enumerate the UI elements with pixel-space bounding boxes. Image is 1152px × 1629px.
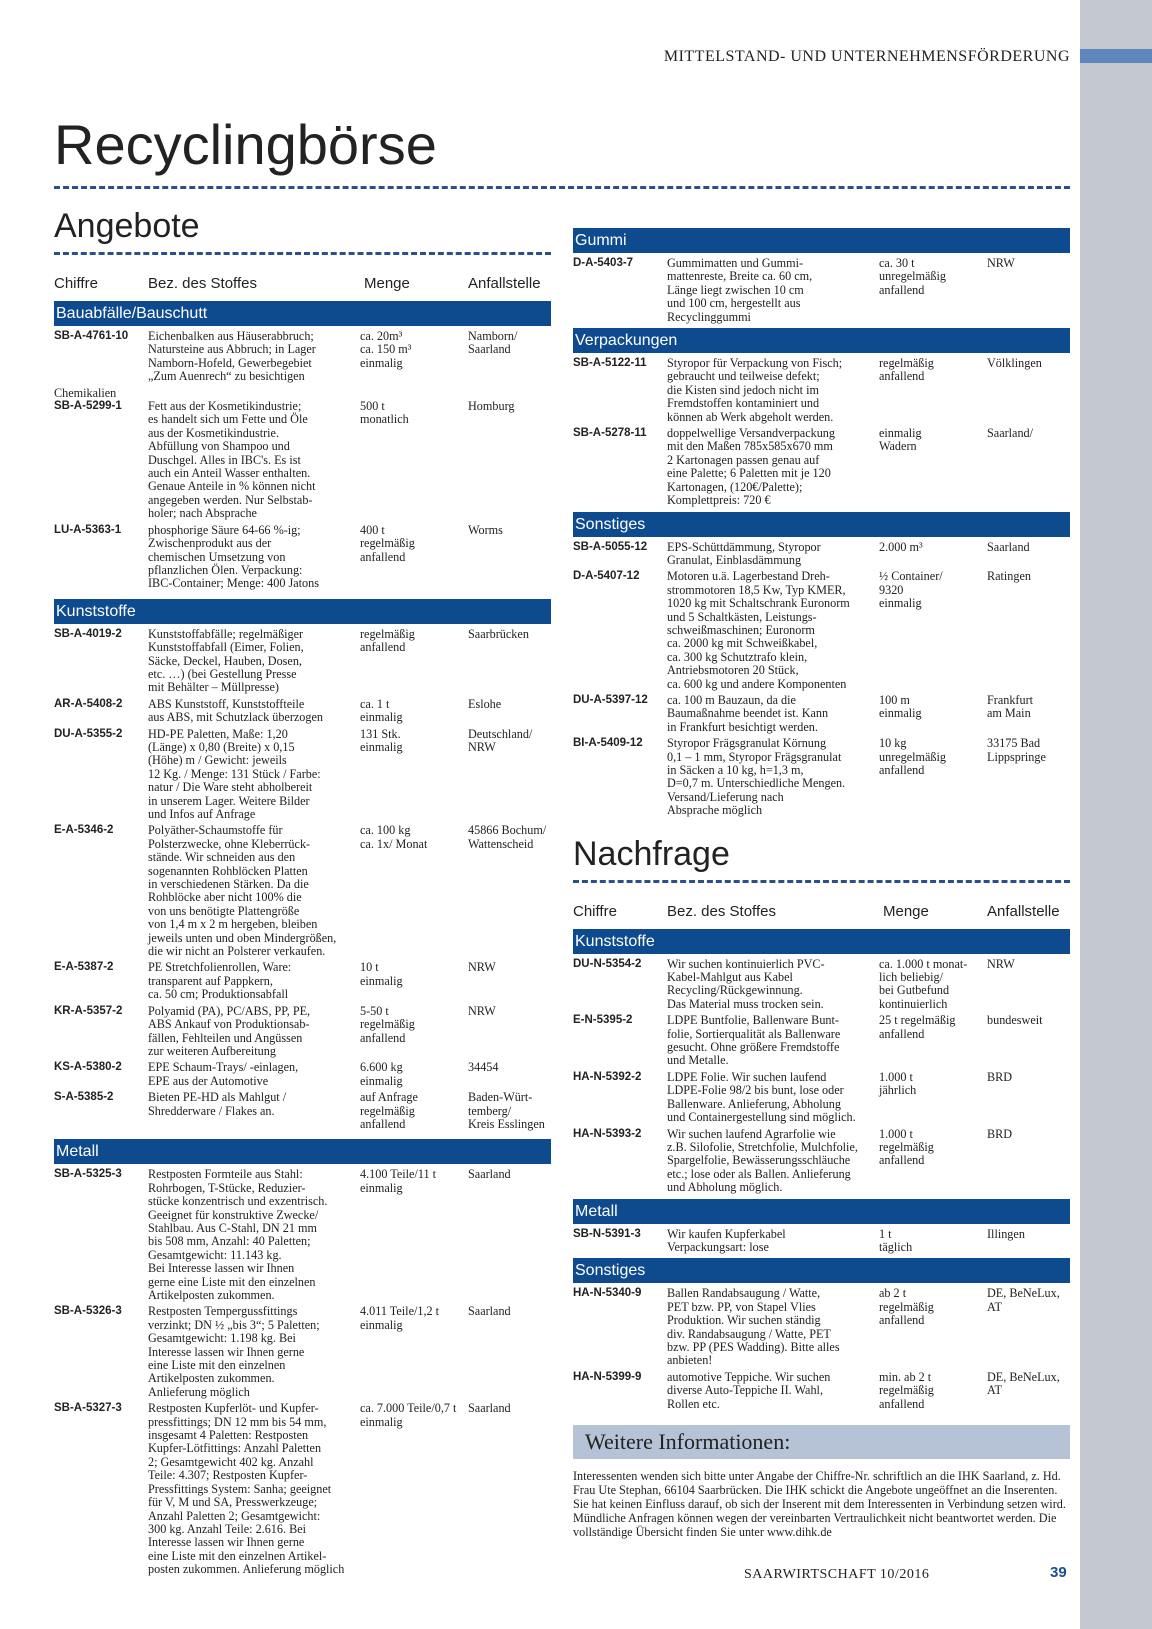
menge-cell: 10 kg unregelmäßig anfallend	[879, 736, 947, 777]
stoff-cell: Wir kaufen Kupferkabel Verpackungsart: lose	[667, 1226, 786, 1254]
chiffre-cell: SB-A-5327-3	[54, 1402, 122, 1415]
chiffre-cell: SB-A-5122-11	[573, 357, 647, 370]
table-row	[54, 1091, 551, 1131]
stoff-cell: LDPE Buntfolie, Ballenware Bunt- folie, Sortierqualität als Ballenware gesucht. Ohne größere Fremdstoffe und Metalle.	[667, 1013, 841, 1068]
header-anfall: Anfallstelle	[987, 902, 1060, 920]
category-bar-metall: Metall	[54, 1139, 551, 1164]
chiffre-cell: E-N-5395-2	[573, 1014, 633, 1027]
subcategory-label: Chemikalien	[54, 385, 117, 400]
page-number: 39	[1050, 1564, 1067, 1581]
header-stoff: Bez. des Stoffes	[148, 275, 257, 292]
anfall-cell: NRW	[987, 956, 1015, 971]
chiffre-cell: D-A-5403-7	[573, 257, 634, 269]
angebote-heading: Angebote	[54, 207, 200, 245]
stoff-cell: automotive Teppiche. Wir suchen diverse Auto-Teppiche II. Wahl, Rollen etc.	[667, 1369, 831, 1411]
anfall-cell: Baden-Würt- temberg/ Kreis Esslingen	[468, 1090, 545, 1131]
menge-cell: min. ab 2 t regelmäßig anfallend	[879, 1369, 934, 1411]
stoff-cell: PE Stretchfolienrollen, Ware: transparent auf Pappkern, ca. 50 cm; Produktionsabfall	[148, 960, 292, 1002]
chiffre-cell: SB-A-5055-12	[573, 540, 648, 553]
anfall-cell: NRW	[468, 1003, 496, 1018]
anfall-cell: Worms	[468, 522, 503, 537]
category-bar-kunststoffe: Kunststoffe	[54, 599, 551, 624]
chiffre-cell: S-A-5385-2	[54, 1091, 114, 1104]
anfall-cell: DE, BeNeLux, AT	[987, 1369, 1060, 1398]
chiffre-cell: DU-N-5354-2	[573, 957, 642, 970]
menge-cell: 5-50 t regelmäßig anfallend	[360, 1003, 415, 1045]
anfall-cell: Saarland	[468, 1401, 511, 1416]
anfall-cell: Völklingen	[987, 356, 1042, 371]
menge-cell: 10 t einmalig	[360, 960, 403, 988]
stoff-cell: doppelwellige Versandverpackung mit den Maßen 785x585x670 mm 2 Kartonagen passen genau auf eine Palette; 6 Paletten mit je 120 Kartonagen, (120€/Palette); Komplettpreis: 720 €	[667, 426, 835, 508]
header-menge: Menge	[364, 275, 410, 292]
stoff-cell: LDPE Folie. Wir suchen laufend LDPE-Folie 98/2 bis bunt, lose oder Ballenware. Anlieferung, Abholung und Containergestellung sind möglich.	[667, 1069, 856, 1125]
page-title: Recyclingbörse	[54, 113, 437, 176]
stoff-cell: Styropor Frägsgranulat Körnung 0,1 – 1 mm, Styropor Frägsgranulat in Säcken a 10 kg, h=1,3 m, D=0,7 m. Unterschiedliche Mengen. Versand/Lieferung nach Absprache möglich	[667, 736, 846, 818]
column-headers	[54, 275, 551, 297]
menge-cell: 4.100 Teile/11 t einmalig	[360, 1167, 436, 1195]
menge-cell: auf Anfrage regelmäßig anfallend	[360, 1090, 418, 1131]
category-bar-sonstiges: Sonstiges	[573, 512, 1070, 537]
anfall-cell: Saarland	[987, 539, 1030, 554]
anfall-cell: Saarland	[468, 1167, 511, 1182]
stoff-cell: Restposten Tempergussfittings verzinkt; DN ½ „bis 3“; 5 Paletten; Gesamtgewicht: 1.198 kg. Bei Interesse lassen wir Ihnen gerne eine Liste mit den einzelnen Artikelposten zukommen. Anlieferung möglich	[148, 1304, 320, 1399]
table-row	[573, 357, 1070, 424]
header-stoff: Bez. des Stoffes	[667, 902, 776, 920]
stoff-cell: Fett aus der Kosmetikindustrie; es handelt sich um Fette und Öle aus der Kosmetikindustrie. Abfüllung von Shampoo und Duschgel. Alles in IBC's. Es ist auch ein Anteil Wasser enthalten. Genaue Anteile in % können nicht angegeben werden. Nur Selbstab- holer; nach Absprache	[148, 399, 316, 521]
header-menge: Menge	[883, 902, 929, 920]
menge-cell: 2.000 m³	[879, 539, 923, 554]
table-row	[573, 694, 1070, 734]
table-row	[573, 1287, 1070, 1367]
table-row	[54, 1305, 551, 1399]
table-row	[573, 1071, 1070, 1125]
menge-cell: 131 Stk. einmalig	[360, 726, 403, 754]
header-anfall: Anfallstelle	[468, 275, 541, 292]
stoff-cell: Wir suchen laufend Agrarfolie wie z.B. Silofolie, Stretchfolie, Mulchfolie, Spargelfolie, Bewässerungsschläuche etc.; lose oder als Ballen. Anlieferung und Abholung möglich.	[667, 1126, 858, 1195]
table-row	[54, 1402, 551, 1576]
anfall-cell: Homburg	[468, 399, 515, 414]
chiffre-cell: SB-A-5278-11	[573, 427, 647, 440]
menge-cell: 1 t täglich	[879, 1226, 913, 1254]
table-row	[54, 1168, 551, 1302]
menge-cell: 6.600 kg einmalig	[360, 1060, 403, 1088]
title-divider	[54, 186, 1070, 189]
table-row	[573, 737, 1070, 817]
anfall-cell: Saarland	[468, 1304, 511, 1319]
table-row	[573, 1228, 1070, 1255]
chiffre-cell: D-A-5407-12	[573, 570, 640, 583]
stoff-cell: Bieten PE-HD als Mahlgut / Shredderware / Flakes an.	[148, 1090, 287, 1118]
anfall-cell: NRW	[468, 960, 496, 975]
nachfrage-heading: Nachfrage	[573, 834, 730, 873]
category-bar-bauabfaelle: Bauabfälle/Bauschutt	[54, 301, 551, 326]
menge-cell: 100 m einmalig	[879, 692, 922, 721]
table-row	[54, 1061, 551, 1088]
chiffre-cell: HA-N-5393-2	[573, 1127, 642, 1140]
stoff-cell: Motoren u.ä. Lagerbestand Dreh- strommotoren 18,5 Kw, Typ KMER, 1020 kg mit Schaltschrank Euronorm und 5 Schaltkästen, Leistungs- schweißmaschinen; Euronorm ca. 2000 kg mit Schweißkabel, ca. 300 kg Schutztrafo klein, Antriebsmotoren 20 Stück, ca. 600 kg und andere Komponenten	[667, 569, 850, 691]
stoff-cell: HD-PE Paletten, Maße: 1,20 (Länge) x 0,80 (Breite) x 0,15 (Höhe) m / Gewicht: jeweils 12 Kg. / Menge: 131 Stück / Farbe: natur / Die Ware steht abholbereit in unserem Lager. Weitere Bilder und Infos auf Anfrage	[148, 726, 321, 821]
table-row	[54, 400, 551, 521]
stoff-cell: phosphorige Säure 64-66 %-ig; Zwischenprodukt aus der chemischen Umsetzung von pflanzlichen Ölen. Verpackung: IBC-Container; Menge: 400 Jatons	[148, 522, 319, 591]
menge-cell: 25 t regelmäßig anfallend	[879, 1013, 956, 1041]
table-row	[54, 628, 551, 695]
table-row	[573, 541, 1070, 568]
chiffre-cell: SB-A-5326-3	[54, 1305, 122, 1318]
anfall-cell: Illingen	[987, 1226, 1025, 1241]
table-row	[573, 1371, 1070, 1411]
stoff-cell: Restposten Kupferlöt- und Kupfer- pressfittings; DN 12 mm bis 54 mm, insgesamt 4 Paletten: Restposten Kupfer-Lötfittings: Anzahl Paletten 2; Gesamtgewicht 402 kg. Anzahl Teile: 4.307; Restposten Kupfer- Pressfittings System: Sanha; geeignet für V, M und SA, Presswerkzeuge; Anzahl Paletten 2; Gesamtgewicht: 300 kg. Anzahl Teile: 2.616. Bei Interesse lassen wir Ihnen gerne eine Liste mit den einzelnen Artikel- posten zukommen. Anlieferung möglich	[148, 1401, 345, 1577]
left-column	[54, 204, 551, 1580]
chiffre-cell: BI-A-5409-12	[573, 737, 643, 750]
menge-cell: ab 2 t regelmäßig anfallend	[879, 1286, 934, 1328]
header-chiffre: Chiffre	[573, 902, 617, 920]
menge-cell: 500 t monatlich	[360, 399, 409, 427]
menge-cell: ca. 7.000 Teile/0,7 t einmalig	[360, 1401, 457, 1429]
anfall-cell: DE, BeNeLux, AT	[987, 1286, 1060, 1314]
category-bar-nachfrage-kunststoffe: Kunststoffe	[573, 929, 1070, 954]
anfall-cell: 34454	[468, 1060, 499, 1075]
stoff-cell: EPE Schaum-Trays/ -einlagen, EPE aus der Automotive	[148, 1060, 299, 1088]
anfall-cell: Saarland/	[987, 426, 1034, 441]
menge-cell: regelmäßig anfallend	[360, 626, 415, 655]
category-bar-verpackungen: Verpackungen	[573, 328, 1070, 353]
info-box-title: Weitere Informationen:	[573, 1425, 1070, 1459]
stoff-cell: Gummimatten und Gummi- mattenreste, Breite ca. 60 cm, Länge liegt zwischen 10 cm und 100 cm, hergestellt aus Recyclinggummi	[667, 256, 813, 324]
chiffre-cell: DU-A-5397-12	[573, 693, 648, 706]
table-row	[573, 958, 1070, 1012]
chiffre-cell: KR-A-5357-2	[54, 1004, 123, 1017]
table-row	[54, 698, 551, 725]
table-row	[54, 824, 551, 958]
table-row	[573, 427, 1070, 507]
menge-cell: einmalig Wadern	[879, 426, 922, 454]
menge-cell: 1.000 t jährlich	[879, 1069, 917, 1098]
anfall-cell: Eslohe	[468, 696, 502, 711]
stoff-cell: ABS Kunststoff, Kunststoffteile aus ABS, mit Schutzlack überzogen	[148, 696, 323, 725]
chiffre-cell: KS-A-5380-2	[54, 1061, 122, 1074]
table-row	[54, 728, 551, 822]
menge-cell: 400 t regelmäßig anfallend	[360, 522, 415, 564]
table-row	[54, 1005, 551, 1059]
table-row	[54, 524, 551, 591]
chiffre-cell: SB-A-4761-10	[54, 330, 129, 342]
stoff-cell: Polyäther-Schaumstoffe für Polsterzwecke, ohne Kleberrück- stände. Wir schneiden aus den sogenannten Rohblöcken Platten in verschiedenen Stärken. Da die Rohblöcke aber nicht 100% die von uns benötigte Plattengröße von 1,4 m x 2 m hergeben, bleiben jeweils unten und oben Mindergrößen, die wir nicht an Polsterer verkaufen.	[148, 823, 337, 959]
side-margin-bar	[1080, 0, 1152, 1629]
info-text: Interessenten wenden sich bitte unter Angabe der Chiffre-Nr. schriftlich an die IHK Saarland, z. Hd. Frau Ute Stephan, 66104 Saarbrücken. Die IHK schickt die Angebote ungeöffnet an die Inserenten. Sie hat keinen Einfluss darauf, ob sich der Inserent mit dem Interessenten in Verbindung setzen wird. Mündliche Anfragen können wegen der vereinbarten Vertraulichkeit nicht beantwortet werden. Die vollständige Übersicht finden Sie unter www.dihk.de	[573, 1469, 1066, 1539]
menge-cell: ca. 1.000 t monat- lich beliebig/ bei Gutbefund kontinuierlich	[879, 956, 968, 1011]
chiffre-cell: SB-A-5299-1	[54, 400, 122, 413]
anfall-cell: 45866 Bochum/ Wattenscheid	[468, 823, 547, 851]
menge-cell: ca. 100 kg ca. 1x/ Monat	[360, 823, 428, 851]
chiffre-cell: LU-A-5363-1	[54, 523, 122, 536]
anfall-cell: NRW	[987, 256, 1015, 270]
anfall-cell: 33175 Bad Lippspringe	[987, 736, 1046, 764]
chiffre-cell: SB-A-4019-2	[54, 627, 122, 640]
chiffre-cell: AR-A-5408-2	[54, 697, 123, 710]
stoff-cell: Eichenbalken aus Häuserabbruch; Natursteine aus Abbruch; in Lager Namborn-Hofeld, Gewerbegebiet „Zum Auenrech“ zu besichtigen	[148, 329, 316, 384]
stoff-cell: Polyamid (PA), PC/ABS, PP, PE, ABS Ankauf von Produktionsab- fällen, Fehlteilen und Angüssen zur weiteren Aufbereitung	[148, 1003, 311, 1058]
chiffre-cell: E-A-5387-2	[54, 961, 114, 974]
menge-cell: 1.000 t regelmäßig anfallend	[879, 1126, 934, 1168]
table-row	[573, 1014, 1070, 1068]
chiffre-cell: DU-A-5355-2	[54, 727, 123, 740]
stoff-cell: Ballen Randabsaugung / Watte, PET bzw. PP, von Stapel Vlies Produktion. Wir suchen ständig div. Randabsaugung / Watte, PET bzw. PP (PES Wadding). Bitte alles anbieten!	[667, 1286, 840, 1368]
running-head: MITTELSTAND- UND UNTERNEHMENSFÖRDERUNG	[663, 48, 1070, 65]
stoff-cell: ca. 100 m Bauzaun, da die Baumaßnahme beendet ist. Kann in Frankfurt besichtigt werden.	[667, 692, 829, 734]
table-row	[573, 570, 1070, 691]
menge-cell: ca. 1 t einmalig	[360, 696, 403, 725]
chiffre-cell: E-A-5346-2	[54, 824, 114, 837]
category-bar-nachfrage-sonstiges: Sonstiges	[573, 1258, 1070, 1283]
anfall-cell: BRD	[987, 1126, 1013, 1141]
stoff-cell: Styropor für Verpackung von Fisch; gebraucht und teilweise defekt; die Kisten sind jedoch nicht im Fremdstoffen kontaminiert und können ab Werk abgeholt werden.	[667, 356, 843, 424]
category-bar-gummi: Gummi	[573, 228, 1070, 253]
stoff-cell: Kunststoffabfälle; regelmäßiger Kunststoffabfall (Eimer, Folien, Säcke, Deckel, Hauben, Dosen, etc. …) (bei Gestellung Presse mit Behälter – Müllpresse)	[148, 626, 304, 695]
menge-cell: regelmäßig anfallend	[879, 356, 934, 384]
anfall-cell: bundesweit	[987, 1013, 1043, 1028]
table-row	[54, 961, 551, 1001]
stoff-cell: Restposten Formteile aus Stahl: Rohrbogen, T-Stücke, Reduzier- stücke konzentrisch und exzentrisch. Geeignet für konstruktive Zwecke/ Stahlbau. Aus C-Stahl, DN 21 mm bis 508 mm, Anzahl: 40 Paletten; Gesamtgewicht: 11.143 kg. Bei Interesse lassen wir Ihnen gerne eine Liste mit den einzelnen Artikelposten zukommen.	[148, 1167, 328, 1302]
category-bar-nachfrage-metall: Metall	[573, 1199, 1070, 1224]
anfall-cell: Frankfurt am Main	[987, 692, 1034, 721]
anfall-cell: BRD	[987, 1069, 1013, 1084]
angebote-divider	[54, 252, 551, 255]
nachfrage-divider	[573, 880, 1070, 883]
chiffre-cell: HA-N-5399-9	[573, 1370, 642, 1383]
anfall-cell: Namborn/ Saarland	[468, 329, 518, 357]
side-margin-marker	[1080, 49, 1152, 63]
stoff-cell: Wir suchen kontinuierlich PVC- Kabel-Mahlgut aus Kabel Recycling/Rückgewinnung. Das Material muss trocken sein.	[667, 956, 825, 1011]
table-row	[573, 1128, 1070, 1195]
table-row	[54, 330, 551, 384]
menge-cell: 4.011 Teile/1,2 t einmalig	[360, 1304, 440, 1332]
footer-brand: SAARWIRTSCHAFT 10/2016	[744, 1567, 930, 1582]
column-headers-nachfrage	[573, 903, 1070, 925]
anfall-cell: Saarbrücken	[468, 626, 529, 641]
menge-cell: ca. 30 t unregelmäßig anfallend	[879, 256, 947, 297]
chiffre-cell: HA-N-5392-2	[573, 1070, 642, 1083]
menge-cell: ½ Container/ 9320 einmalig	[879, 569, 943, 611]
header-chiffre: Chiffre	[54, 275, 98, 292]
chiffre-cell: SB-A-5325-3	[54, 1168, 122, 1181]
anfall-cell: Ratingen	[987, 569, 1032, 584]
table-row	[573, 257, 1070, 324]
chiffre-cell: HA-N-5340-9	[573, 1287, 642, 1300]
right-column	[573, 224, 1070, 1539]
stoff-cell: EPS-Schüttdämmung, Styropor Granulat, Einblasdämmung	[667, 539, 821, 567]
chiffre-cell: SB-N-5391-3	[573, 1227, 641, 1240]
menge-cell: ca. 20m³ ca. 150 m³ einmalig	[360, 329, 412, 370]
anfall-cell: Deutschland/ NRW	[468, 726, 533, 754]
